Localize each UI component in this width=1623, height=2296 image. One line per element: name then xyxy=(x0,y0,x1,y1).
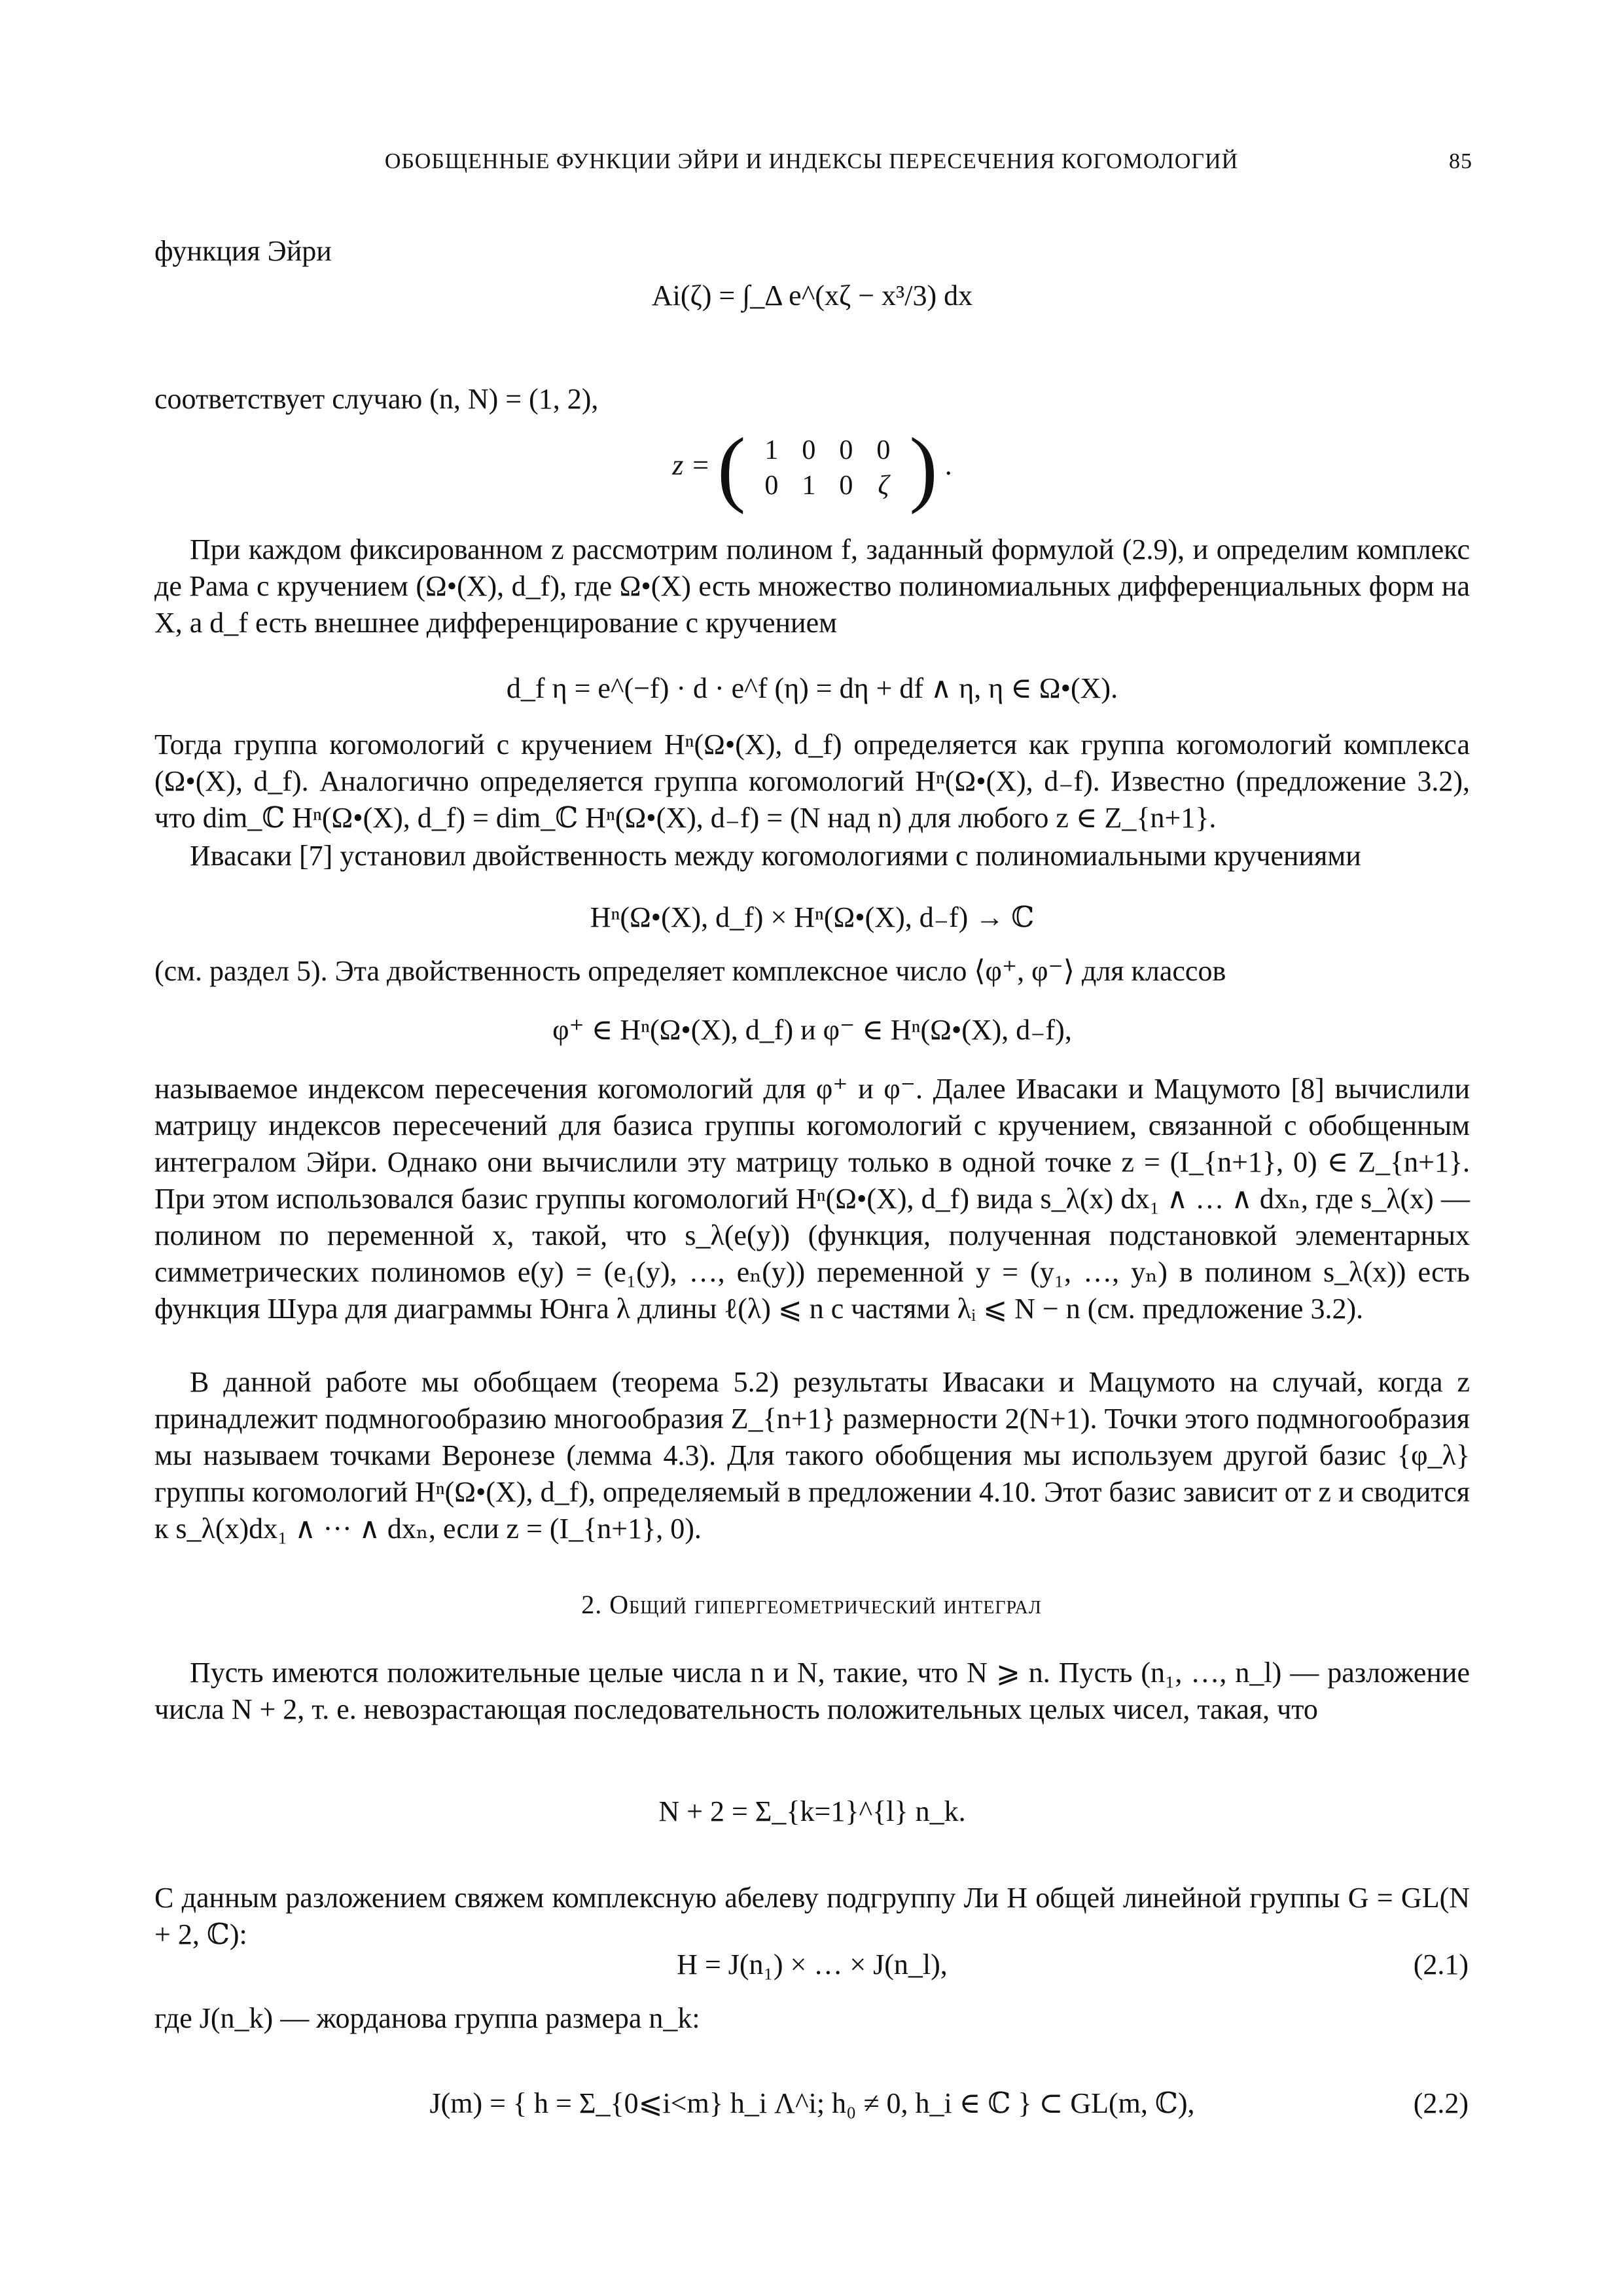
equation-J: J(m) = { h = Σ_{0⩽i<m} h_i Λ^i; h₀ ≠ 0, h_i ∈ ℂ } ⊂ GL(m, ℂ), xyxy=(429,2087,1195,2119)
z-lhs: z = xyxy=(672,449,711,482)
section-heading xyxy=(0,1589,1623,1620)
matrix-row xyxy=(753,468,902,503)
paragraph-jordan: где J(n_k) — жорданова группа размера n_k: xyxy=(154,2002,700,2034)
matrix-cell: 1 xyxy=(764,435,779,465)
equation-H: H = J(n₁) × … × J(n_l), xyxy=(677,1948,948,1981)
matrix-cell: 1 xyxy=(802,471,816,501)
z-end: . xyxy=(944,449,952,482)
matrix-cell: 0 xyxy=(839,435,853,465)
paragraph-de-rham: При каждом фиксированном z рассмотрим полином f, заданный формулой (2.9), и определим комплекс де Рама с кручением (Ω•(X), d_f), где Ω•(X) есть множество полиномиальных дифференциальных форм на X, а d_f есть внешнее дифференцирование с кручением xyxy=(154,533,1470,639)
equation-number-2-2: (2.2) xyxy=(1413,2087,1469,2119)
equation-airy: Ai(ζ) = ∫_Δ e^(xζ − x³/3) dx xyxy=(651,279,973,312)
equation-twisted-differential: d_f η = e^(−f) · d · e^f (η) = dη + df ∧ η, η ∈ Ω•(X). xyxy=(506,672,1118,704)
matrix-cell: 0 xyxy=(802,435,816,465)
paragraph-generalization: В данной работе мы обобщаем (теорема 5.2) результаты Ивасаки и Мацумото на случай, когда z принадлежит подмногообразию многообразия Z_{n+1} размерности 2(N+1). Точки этого подмногообразия мы называем точками Веронезе (лемма 4.3). Для такого обобщения мы используем другой базис {φ_λ} группы когомологий Hⁿ(Ω•(X), d_f), определяемый в предложении 4.10. Этот базис зависит от z и сводится к s_λ(x)dx₁ ∧ ··· ∧ dxₙ, если z = (I_{n+1}, 0). xyxy=(154,1366,1470,1545)
matrix-cell: 0 xyxy=(839,471,853,501)
equation-z-matrix xyxy=(154,421,1470,515)
paragraph-case: соответствует случаю (n, N) = (1, 2), xyxy=(154,383,599,415)
right-paren: ) xyxy=(909,421,938,515)
matrix xyxy=(753,433,902,503)
paragraph-subgroup: С данным разложением свяжем комплексную абелеву подгруппу Ли H общей линейной группы G = GL(N + 2, ℂ): xyxy=(154,1882,1470,1950)
paragraph-partition: Пусть имеются положительные целые числа n и N, такие, что N ⩾ n. Пусть (n₁, …, n_l) — разложение числа N + 2, т. е. невозрастающая последовательность положительных целых чисел, такая, что xyxy=(154,1657,1470,1725)
matrix-cell: 0 xyxy=(876,435,891,465)
matrix-cell: 0 xyxy=(764,471,779,501)
paragraph-intersection: называемое индексом пересечения когомологий для φ⁺ и φ⁻. Далее Ивасаки и Мацумото [8] вычислили матрицу индексов пересечений для базиса группы когомологий с кручением, связанной с обобщенным интегралом Эйри. Однако они вычислили эту матрицу только в одной точке z = (I_{n+1}, 0) ∈ Z_{n+1}. При этом использовался базис группы когомологий Hⁿ(Ω•(X), d_f) вида s_λ(x) dx₁ ∧ … ∧ dxₙ, где s_λ(x) — полином по переменной x, такой, что s_λ(e(y)) (функция, полученная подстановкой элементарных симметрических полиномов e(y) = (e₁(y), …, eₙ(y)) переменной y = (y₁, …, yₙ) в полином s_λ(x)) есть функция Шура для диаграммы Юнга λ длины ℓ(λ) ⩽ n с частями λᵢ ⩽ N − n (см. предложение 3.2). xyxy=(154,1073,1470,1325)
equation-duality: Hⁿ(Ω•(X), d_f) × Hⁿ(Ω•(X), d₋f) → ℂ xyxy=(590,901,1035,933)
matrix-cell: ζ xyxy=(878,471,889,501)
matrix-row xyxy=(753,433,902,468)
paragraph-iwasaki: Ивасаки [7] установил двойственность между когомологиями с полиномиальными кручениями xyxy=(190,840,1361,872)
section-title: Общий гипергеометрический интеграл xyxy=(609,1590,1042,1619)
paragraph-pairing: (см. раздел 5). Эта двойственность определяет комплексное число ⟨φ⁺, φ⁻⟩ для классов xyxy=(154,955,1226,987)
equation-phi-classes: φ⁺ ∈ Hⁿ(Ω•(X), d_f) и φ⁻ ∈ Hⁿ(Ω•(X), d₋f), xyxy=(552,1014,1072,1046)
left-paren: ( xyxy=(717,421,746,515)
equation-number-2-1: (2.1) xyxy=(1413,1948,1469,1981)
paragraph-airy-intro: функция Эйри xyxy=(154,235,332,267)
header-title: ОБОБЩЕННЫЕ ФУНКЦИИ ЭЙРИ И ИНДЕКСЫ ПЕРЕСЕЧЕНИЯ КОГОМОЛОГИЙ xyxy=(384,149,1239,173)
equation-sum: N + 2 = Σ_{k=1}^{l} n_k. xyxy=(658,1795,966,1827)
page-number: 85 xyxy=(1449,149,1472,173)
paragraph-cohomology: Тогда группа когомологий с кручением Hⁿ(Ω•(X), d_f) определяется как группа когомологий комплекса (Ω•(X), d_f). Аналогично определяется группа когомологий Hⁿ(Ω•(X), d₋f). Известно (предложение 3.2), что dim_ℂ Hⁿ(Ω•(X), d_f) = dim_ℂ Hⁿ(Ω•(X), d₋f) = (N над n) для любого z ∈ Z_{n+1}. xyxy=(154,728,1470,834)
section-number: 2. xyxy=(581,1590,603,1619)
